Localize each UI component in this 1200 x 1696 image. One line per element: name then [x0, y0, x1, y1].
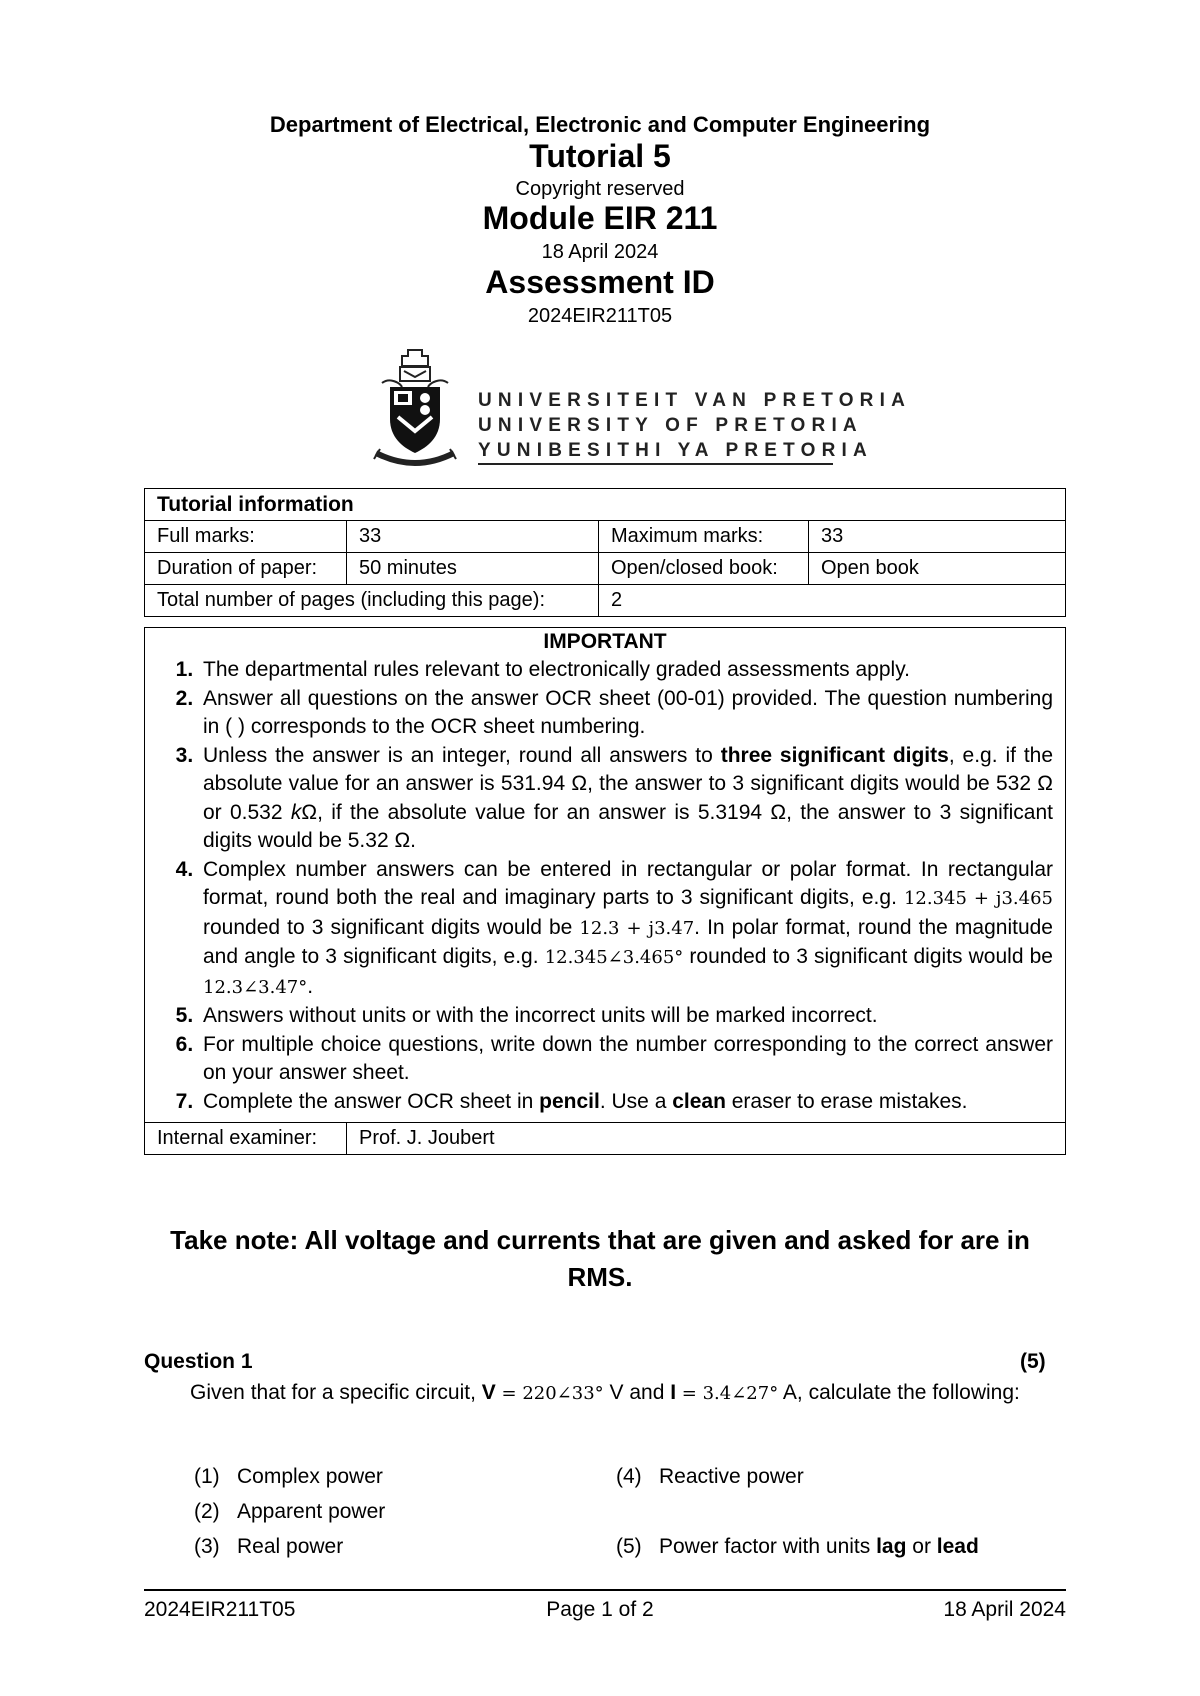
tutorial-info-table: [144, 488, 1066, 617]
rules-list: [157, 656, 1053, 1116]
important-title: IMPORTANT: [543, 630, 667, 653]
university-name-sepedi: YUNIBESITHI YA PRETORIA: [478, 440, 873, 461]
university-crest-icon: [370, 345, 460, 475]
rule-item: 7. Complete the answer OCR sheet in pencil. Use a clean eraser to erase mistakes.: [199, 1088, 1053, 1117]
footer-page-number: Page 1 of 2: [546, 1598, 654, 1621]
question-part: (1) Complex power: [194, 1465, 383, 1488]
question-part: (2) Apparent power: [194, 1500, 386, 1523]
duration-value: 50 minutes: [347, 553, 599, 585]
header-date: 18 April 2024: [541, 241, 659, 263]
rule-item: 2. Answer all questions on the answer OCR sheet (00-01) provided. The question numbering in ( ) corresponds to the OCR sheet numbering.: [199, 685, 1053, 742]
question-1-title: Question 1: [144, 1350, 253, 1373]
rule-item: 5. Answers without units or with the incorrect units will be marked incorrect.: [199, 1002, 1053, 1031]
assessment-id: 2024EIR211T05: [527, 305, 673, 327]
university-logo: [370, 345, 911, 475]
rule-item: 3. Unless the answer is an integer, round all answers to three significant digits, e.g. if the absolute value for an answer is 531.94 Ω, the answer to 3 significant digits would be 532 Ω or 0.532 kΩ, if the absolute value for an answer is 5.3194 Ω, the answer to 3 significant digits would be 5.32 Ω.: [199, 742, 1053, 856]
max-marks-value: 33: [809, 521, 1066, 553]
question-part: (5) Power factor with units lag or lead: [616, 1535, 979, 1558]
pages-value: 2: [599, 585, 1066, 617]
rule-item: 6. For multiple choice questions, write down the number corresponding to the correct answer on your answer sheet.: [199, 1031, 1053, 1088]
rule-item: 1. The departmental rules relevant to electronically graded assessments apply.: [199, 656, 1053, 685]
duration-label: Duration of paper:: [145, 553, 347, 585]
module-title: Module EIR 211: [482, 200, 718, 236]
examiner-value: Prof. J. Joubert: [347, 1123, 1066, 1155]
university-name-afrikaans: UNIVERSITEIT VAN PRETORIA: [478, 390, 911, 411]
important-box: [144, 627, 1066, 1155]
question-part: (3) Real power: [194, 1535, 344, 1558]
rms-note: Take note: All voltage and currents that are given and asked for are in RMS.: [170, 1225, 1030, 1292]
assessment-label: Assessment ID: [485, 264, 715, 300]
department-title: Department of Electrical, Electronic and Computer Engineering: [269, 112, 931, 137]
max-marks-label: Maximum marks:: [599, 521, 809, 553]
info-table-title: Tutorial information: [145, 489, 1066, 521]
question-1-text: Given that for a specific circuit, V = 220∠33° V and I = 3.4∠27° A, calculate the following:: [190, 1381, 1020, 1404]
rule-item: 4. Complex number answers can be entered in rectangular or polar format. In rectangular format, round both the real and imaginary parts to 3 significant digits, e.g. 12.345 + j3.465 rounded to 3 significant digits would be 12.3 + j3.47. In polar format, round the magnitude and angle to 3 significant digits, e.g. 12.345∠3.465° rounded to 3 significant digits would be 12.3∠3.47°.: [199, 856, 1053, 1003]
book-label: Open/closed book:: [599, 553, 809, 585]
footer-date: 18 April 2024: [943, 1598, 1066, 1621]
full-marks-label: Full marks:: [145, 521, 347, 553]
copyright-note: Copyright reserved: [515, 178, 685, 200]
book-value: Open book: [809, 553, 1066, 585]
logo-underline: [478, 463, 833, 465]
university-name-english: UNIVERSITY OF PRETORIA: [478, 415, 863, 436]
pages-label: Total number of pages (including this page):: [145, 585, 599, 617]
footer-assessment-id: 2024EIR211T05: [144, 1598, 296, 1621]
examiner-label: Internal examiner:: [145, 1123, 347, 1155]
footer-rule: [144, 1589, 1066, 1591]
question-part: (4) Reactive power: [616, 1465, 804, 1488]
full-marks-value: 33: [347, 521, 599, 553]
tutorial-title: Tutorial 5: [529, 138, 671, 174]
question-1-marks: (5): [1020, 1350, 1046, 1373]
